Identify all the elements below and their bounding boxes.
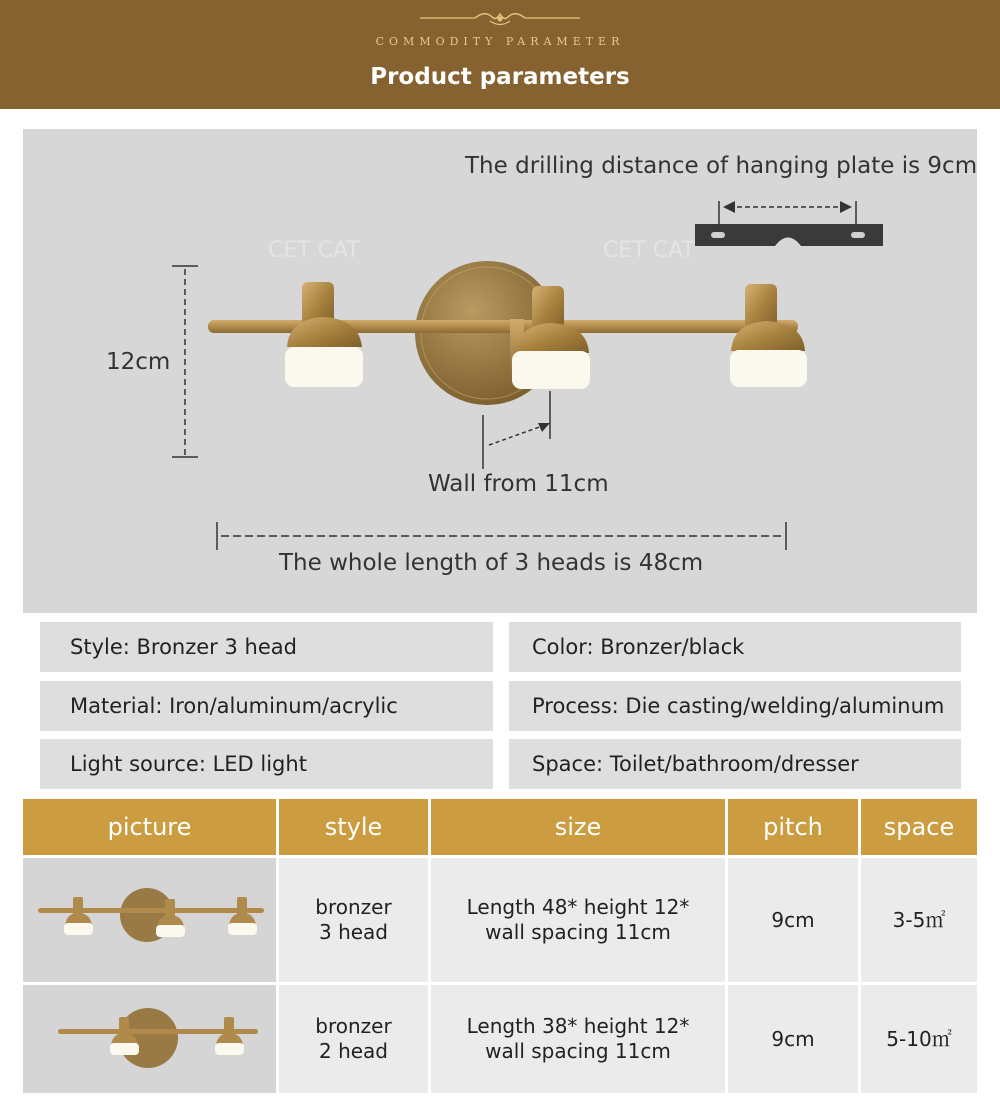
size-line: wall spacing 11cm [485, 920, 671, 944]
hanging-plate [695, 201, 883, 246]
spec-color: Color: Bronzer/black [509, 622, 961, 672]
spec-material: Material: Iron/aluminum/acrylic [40, 681, 493, 731]
length-label: The whole length of 3 heads is 48cm [279, 550, 704, 576]
lamp-3-head-icon [30, 885, 270, 955]
product-image-3-head [23, 858, 276, 982]
spec-style: Style: Bronzer 3 head [40, 622, 493, 672]
column-header-picture: picture [23, 799, 276, 855]
table-cell-space: 5-10㎡ [861, 985, 977, 1093]
length-dimension [217, 522, 786, 550]
watermark-text: CET CAT [603, 238, 695, 263]
hanging-plate-label: The drilling distance of hanging plate is 9cm [465, 153, 978, 179]
size-line: wall spacing 11cm [485, 1039, 671, 1063]
watermark-text: CET CAT [268, 238, 360, 263]
height-label: 12cm [106, 349, 171, 375]
page-title: Product parameters [370, 64, 630, 90]
table-cell-style [279, 858, 428, 982]
style-line: 3 head [318, 920, 388, 944]
table-cell-size [431, 985, 725, 1093]
table-cell-space: 3-5㎡ [861, 858, 977, 982]
header-banner [0, 0, 1000, 109]
product-image-2-head [23, 985, 276, 1093]
size-line: Length 48* height 12* [466, 895, 690, 919]
product-table [23, 799, 977, 1099]
wall-distance-label: Wall from 11cm [428, 471, 609, 497]
spec-light-source: Light source: LED light [40, 739, 493, 789]
style-line: bronzer [315, 1014, 392, 1038]
style-line: bronzer [315, 895, 392, 919]
column-header-space: space [861, 799, 977, 855]
style-line: 2 head [318, 1039, 388, 1063]
table-cell-pitch: 9cm [728, 985, 858, 1093]
lamp-2-head-icon [40, 1004, 260, 1074]
lamp-head-left [285, 282, 363, 387]
table-cell-pitch: 9cm [728, 858, 858, 982]
table-cell-size [431, 858, 725, 982]
table-cell-style [279, 985, 428, 1093]
ornament-icon [420, 8, 580, 28]
column-header-size: size [431, 799, 725, 855]
lamp-head-right [730, 284, 807, 387]
column-header-style: style [279, 799, 428, 855]
spec-space: Space: Toilet/bathroom/dresser [509, 739, 961, 789]
spec-process: Process: Die casting/welding/aluminum [509, 681, 961, 731]
product-diagram [23, 129, 977, 613]
column-header-pitch: pitch [728, 799, 858, 855]
banner-subtitle: COMMODITY PARAMETER [375, 35, 625, 48]
height-dimension [172, 266, 198, 457]
size-line: Length 38* height 12* [466, 1014, 690, 1038]
